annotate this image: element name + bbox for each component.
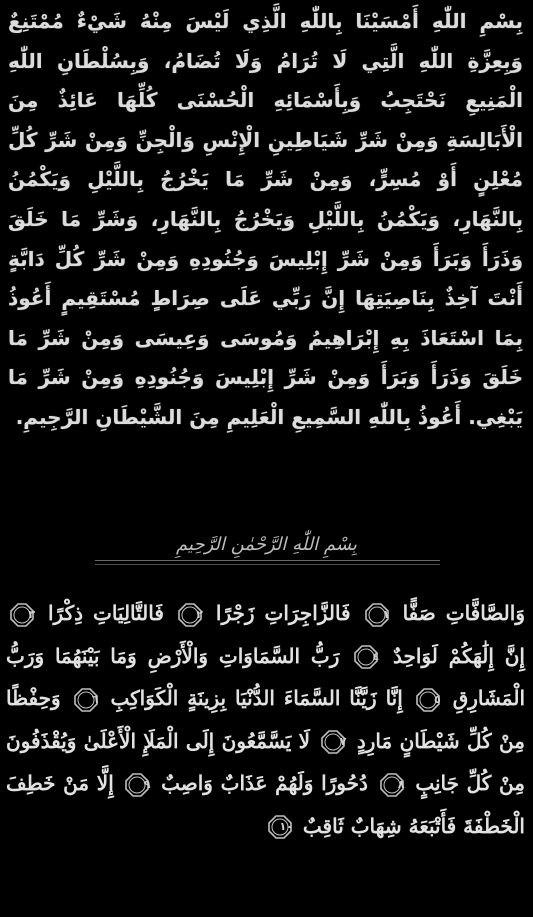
verse-number: ٥ — [434, 692, 441, 706]
verse-number: ١٠ — [279, 820, 293, 833]
verse-line — [6, 677, 525, 720]
verse-text: رَبُّ السَّمَاوَاتِ وَالْأَرْضِ وَمَا بَيْنَهُمَا وَرَبُّ — [6, 643, 340, 668]
basmala-heading: بِسْمِ اللّٰهِ الرَّحْمٰنِ الرَّحِيمِ — [176, 534, 357, 555]
verse-text: مِنْ كُلِّ شَيْطَانٍ مَارِدٍ — [356, 728, 525, 753]
verse-line — [6, 805, 525, 848]
verse-text: وَالصَّافَّاتِ صَفًّا — [402, 601, 525, 625]
verse-number: ٨ — [397, 777, 405, 791]
verse-line — [6, 720, 525, 763]
ayah-end-ornament-icon — [379, 772, 405, 798]
ayah-end-ornament-icon — [124, 772, 150, 798]
verse-text: لَا يَسَّمَّعُونَ إِلَى الْمَلَإِ الْأَعْلَىٰ وَيُقْذَفُونَ — [6, 728, 311, 753]
verse-text: الْخَطْفَةَ فَأَتْبَعَهُ شِهَابٌ ثَاقِبٌ — [302, 813, 525, 838]
verse-number: ٢ — [196, 607, 203, 621]
verse-line — [6, 635, 525, 678]
divider-line — [95, 560, 440, 561]
divider-line — [95, 564, 440, 565]
verse-text: إِنَّا زَيَّنَّا السَّمَاءَ الدُّنْيَا بِزِينَةٍ الْكَوَاكِبِ — [110, 686, 403, 710]
verse-number: ٤ — [372, 650, 380, 663]
ayah-end-ornament-icon — [415, 687, 441, 713]
verse-line — [6, 762, 525, 805]
evening-supplication-text: بِسْمِ اللّٰهِ أَمْسَيْنَا بِاللّٰهِ الَّذِي لَيْسَ مِنْهُ شَيْءٌ مُمْتَنِعٌ وَبِعِزَّةِ اللّٰهِ الَّتِي لَا تُرَامُ وَلَا تُضَامُ، وَبِسُلْطَانِ اللّٰهِ الْمَنِيعِ نَحْتَجِبُ وَبِأَسْمَائِهِ الْحُسْنَى كُلِّهَا عَائِذٌ مِنَ الْأَبَالِسَةِ وَمِنْ شَرِّ شَيَاطِينِ الْإِنْسِ وَالْجِنِّ وَمِنْ شَرِّ كُلِّ مُعْلِنٍ أَوْ مُسِرٍّ، وَمِنْ شَرِّ مَا يَخْرُجُ بِاللَّيْلِ وَيَكْمُنُ بِالنَّهَارِ، وَيَكْمُنُ بِاللَّيْلِ وَيَخْرُجُ بِالنَّهَارِ، وَشَرِّ مَا خَلَقَ وَذَرَأَ وَبَرَأَ وَمِنْ شَرِّ إِبْلِيسَ وَجُنُودِهِ وَمِنْ شَرِّ كُلِّ دَابَّةٍ أَنْتَ آخِذٌ بِنَاصِيَتِهَا إِنَّ رَبِّي عَلَى صِرَاطٍ مُسْتَقِيمٍ أَعُوذُ بِمَا اسْتَعَاذَ بِهِ إِبْرَاهِيمُ وَمُوسَى وَعِيسَى وَمِنْ شَرِّ مَا خَلَقَ وَذَرَأَ وَبَرَأَ وَمِنْ شَرِّ إِبْلِيسَ وَجُنُودِهِ وَمِنْ شَرِّ مَا يَبْغِي. أَعُوذُ بِاللّٰهِ السَّمِيعِ الْعَلِيمِ مِنَ الشَّيْطَانِ الرَّجِيمِ. — [8, 9, 523, 429]
verse-number: ٣ — [28, 607, 35, 621]
verse-number: ٧ — [339, 735, 347, 748]
verse-text: فَالزَّاجِرَاتِ زَجْرًا — [215, 601, 351, 625]
verse-text: إِلَّا مَنْ خَطِفَ — [6, 771, 114, 795]
verse-number: ١ — [382, 607, 390, 621]
surah-header — [0, 520, 533, 570]
verse-text: وَحِفْظًا — [6, 686, 61, 710]
verse-number: ٦ — [91, 692, 99, 706]
ayah-end-ornament-icon — [267, 814, 293, 840]
verse-text: مِنْ كُلِّ جَانِبٍ — [415, 771, 525, 795]
verse-text: إِنَّ إِلَٰهَكُمْ لَوَاحِدٌ — [393, 643, 525, 668]
ayah-end-ornament-icon — [177, 602, 203, 628]
verse-text: فَالتَّالِيَاتِ ذِكْرًا — [47, 601, 164, 625]
ayah-end-ornament-icon — [73, 687, 99, 713]
verse-number: ٩ — [143, 777, 151, 791]
ayah-end-ornament-icon — [9, 602, 35, 628]
verse-text: الْمَشَارِقِ — [452, 686, 526, 710]
verse-line — [6, 592, 525, 635]
quran-verses — [6, 592, 525, 847]
verse-text: دُحُورًا وَلَهُمْ عَذَابٌ وَاصِبٌ — [161, 771, 368, 795]
ayah-end-ornament-icon — [364, 602, 390, 628]
ayah-end-ornament-icon — [320, 729, 346, 755]
ayah-end-ornament-icon — [353, 644, 379, 670]
